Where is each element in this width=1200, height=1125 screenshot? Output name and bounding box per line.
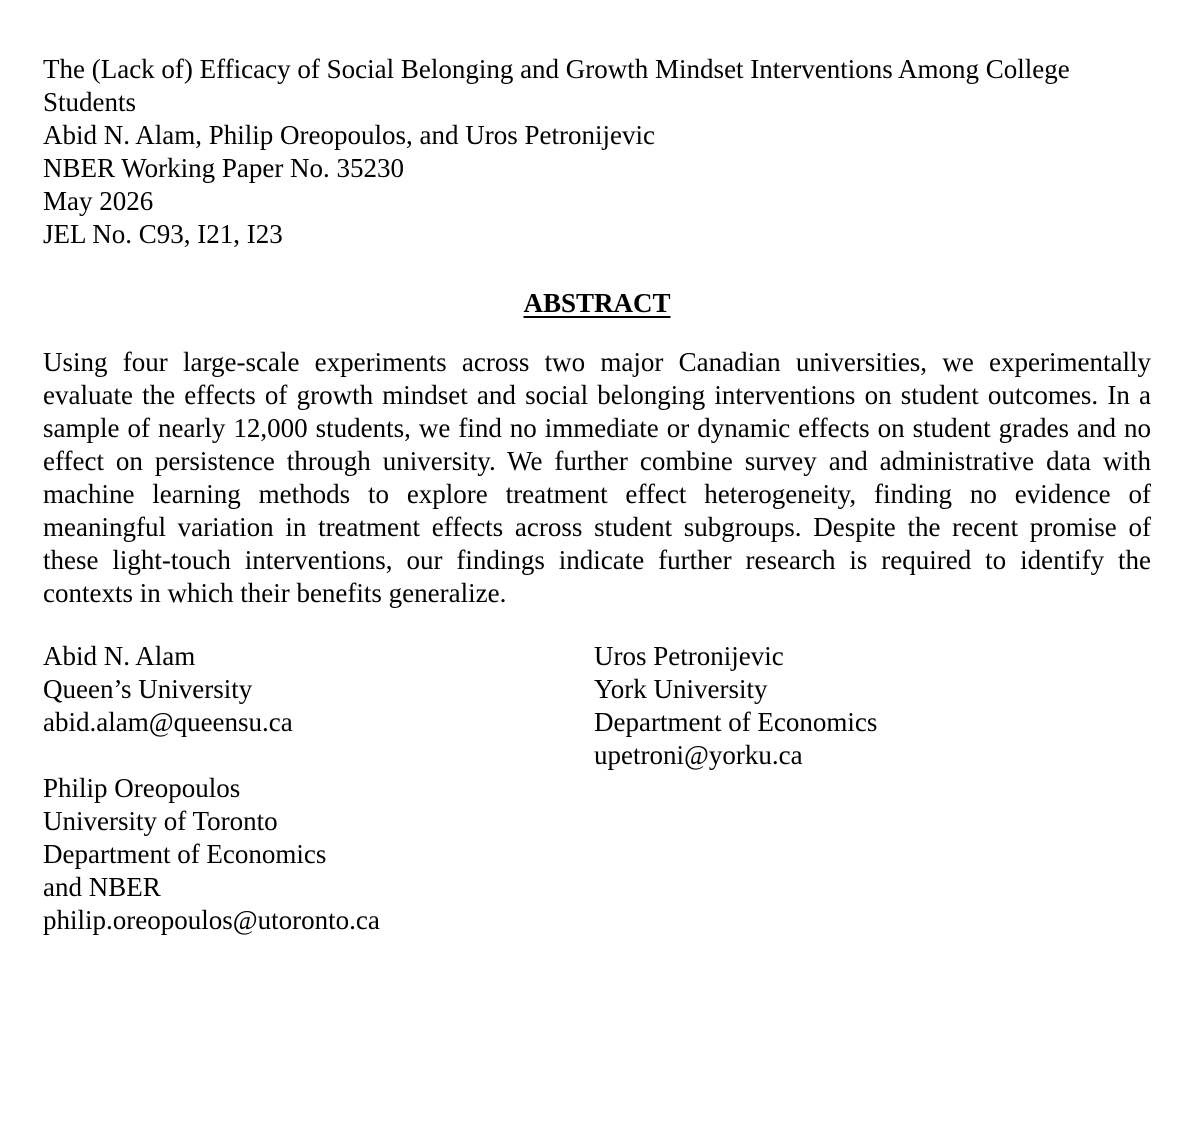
abstract-text: Using four large-scale experiments across two major Canadian universities, we experimentally evaluate the effects of growth mindset and social belonging interventions on student outcomes. In a sample of nearly 12,000 students, we find no immediate or dynamic effects on student grades and no effect on persistence through university. We further combine survey and administrative data with machine learning methods to explore treatment effect heterogeneity, finding no evidence of meaningful variation in treatment effects across student subgroups. Despite the recent promise of these light-touch interventions, our findings indicate further research is required to identify the contexts in which their benefits generalize. bbox=[43, 347, 1151, 608]
author-department: Department of Economics bbox=[594, 707, 878, 737]
author-block-petronijevic bbox=[594, 640, 1134, 772]
author-name: Uros Petronijevic bbox=[594, 641, 784, 671]
author-list: Abid N. Alam, Philip Oreopoulos, and Uros Petronijevic bbox=[43, 120, 655, 150]
author-email: philip.oreopoulos@utoronto.ca bbox=[43, 905, 380, 935]
jel-codes: JEL No. C93, I21, I23 bbox=[43, 219, 283, 249]
author-column-right bbox=[594, 640, 1134, 805]
author-block-oreopoulos bbox=[43, 772, 583, 937]
working-paper-number: NBER Working Paper No. 35230 bbox=[43, 153, 405, 183]
paper-header bbox=[43, 53, 1151, 251]
paper-title-page bbox=[43, 53, 1151, 940]
publication-date: May 2026 bbox=[43, 186, 154, 216]
author-name: Abid N. Alam bbox=[43, 641, 196, 671]
author-affiliation: University of Toronto bbox=[43, 806, 278, 836]
author-block-alam bbox=[43, 640, 583, 739]
author-name: Philip Oreopoulos bbox=[43, 773, 241, 803]
paper-title: The (Lack of) Efficacy of Social Belonging and Growth Mindset Interventions Among College Students bbox=[43, 54, 1070, 117]
author-affiliation: Queen’s University bbox=[43, 674, 253, 704]
author-extra-affiliation: and NBER bbox=[43, 872, 161, 902]
author-column-left bbox=[43, 640, 583, 970]
author-affiliations bbox=[43, 640, 1151, 940]
author-email: abid.alam@queensu.ca bbox=[43, 707, 293, 737]
author-affiliation: York University bbox=[594, 674, 768, 704]
author-email: upetroni@yorku.ca bbox=[594, 740, 803, 770]
abstract-heading: ABSTRACT bbox=[523, 288, 671, 318]
author-department: Department of Economics bbox=[43, 839, 327, 869]
